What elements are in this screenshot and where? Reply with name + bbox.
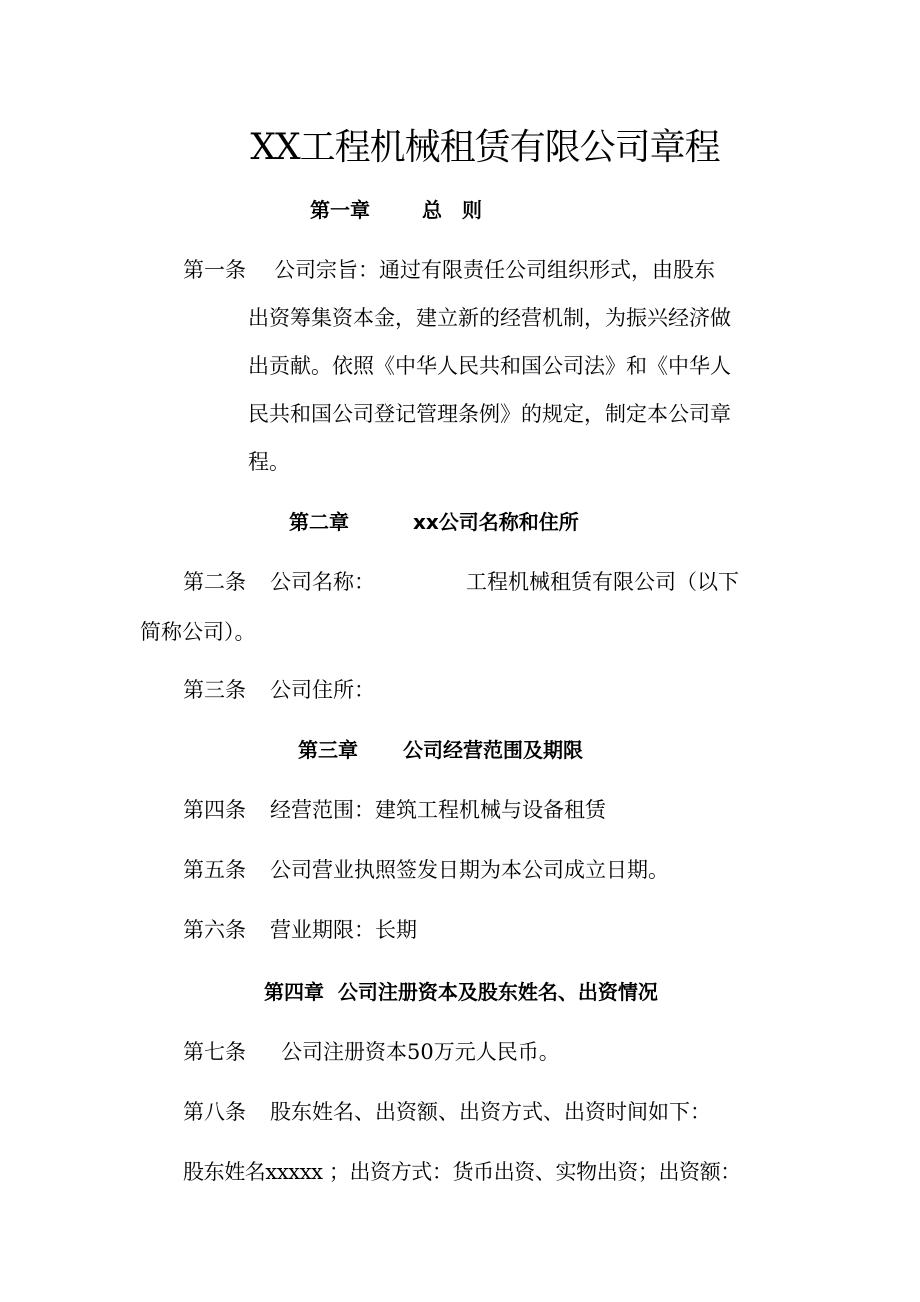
article-2-name-value: 工程机械租赁有限公司（以下 bbox=[466, 570, 739, 594]
chapter-2-heading bbox=[289, 508, 579, 536]
article-2-abbreviation: 简称公司）。 bbox=[140, 620, 256, 644]
article-8-label: 第八条 bbox=[183, 1100, 246, 1124]
article-7-text: 公司注册资本50万元人民币。 bbox=[281, 1040, 560, 1064]
chapter-2-number: 第二章 bbox=[289, 510, 349, 534]
article-2-name-label: 公司名称： bbox=[270, 570, 375, 594]
chapter-1-number: 第一章 bbox=[310, 198, 370, 222]
article-2-label: 第二条 bbox=[183, 570, 246, 594]
article-5-text: 公司营业执照签发日期为本公司成立日期。 bbox=[270, 858, 669, 882]
article-6-text: 营业期限：长期 bbox=[270, 918, 417, 942]
article-1-line-5: 程。 bbox=[248, 450, 290, 474]
article-3-text: 公司住所： bbox=[270, 678, 375, 702]
article-1-line-2: 出资筹集资本金，建立新的经营机制，为振兴经济做 bbox=[248, 306, 731, 330]
document-title: XX工程机械租赁有限公司章程 bbox=[250, 127, 720, 168]
chapter-1-heading bbox=[310, 196, 482, 224]
article-4-label: 第四条 bbox=[183, 798, 246, 822]
shareholder-line: 股东姓名xxxxx ；出资方式：货币出资、实物出资；出资额： bbox=[183, 1160, 741, 1184]
article-8-text: 股东姓名、出资额、出资方式、出资时间如下： bbox=[270, 1100, 711, 1124]
article-7-label: 第七条 bbox=[183, 1040, 246, 1064]
article-1-line-1: 公司宗旨：通过有限责任公司组织形式，由股东 bbox=[274, 258, 715, 282]
article-3-label: 第三条 bbox=[183, 678, 246, 702]
chapter-2-title: xx公司名称和住所 bbox=[413, 510, 579, 534]
chapter-3-number: 第三章 bbox=[298, 738, 358, 762]
article-1-line-4: 民共和国公司登记管理条例》的规定，制定本公司章 bbox=[248, 402, 731, 426]
article-1-line-3: 出贡献。依照《中华人民共和国公司法》和《中华人 bbox=[248, 354, 731, 378]
article-6-label: 第六条 bbox=[183, 918, 246, 942]
article-5-label: 第五条 bbox=[183, 858, 246, 882]
chapter-3-title: 公司经营范围及期限 bbox=[403, 738, 583, 762]
chapter-3-heading bbox=[298, 736, 583, 764]
article-4-text: 经营范围：建筑工程机械与设备租赁 bbox=[270, 798, 606, 822]
article-1-label: 第一条 bbox=[183, 258, 246, 282]
chapter-4-heading: 第四章 公司注册资本及股东姓名、出资情况 bbox=[264, 980, 658, 1004]
chapter-1-title: 总 则 bbox=[422, 198, 482, 222]
